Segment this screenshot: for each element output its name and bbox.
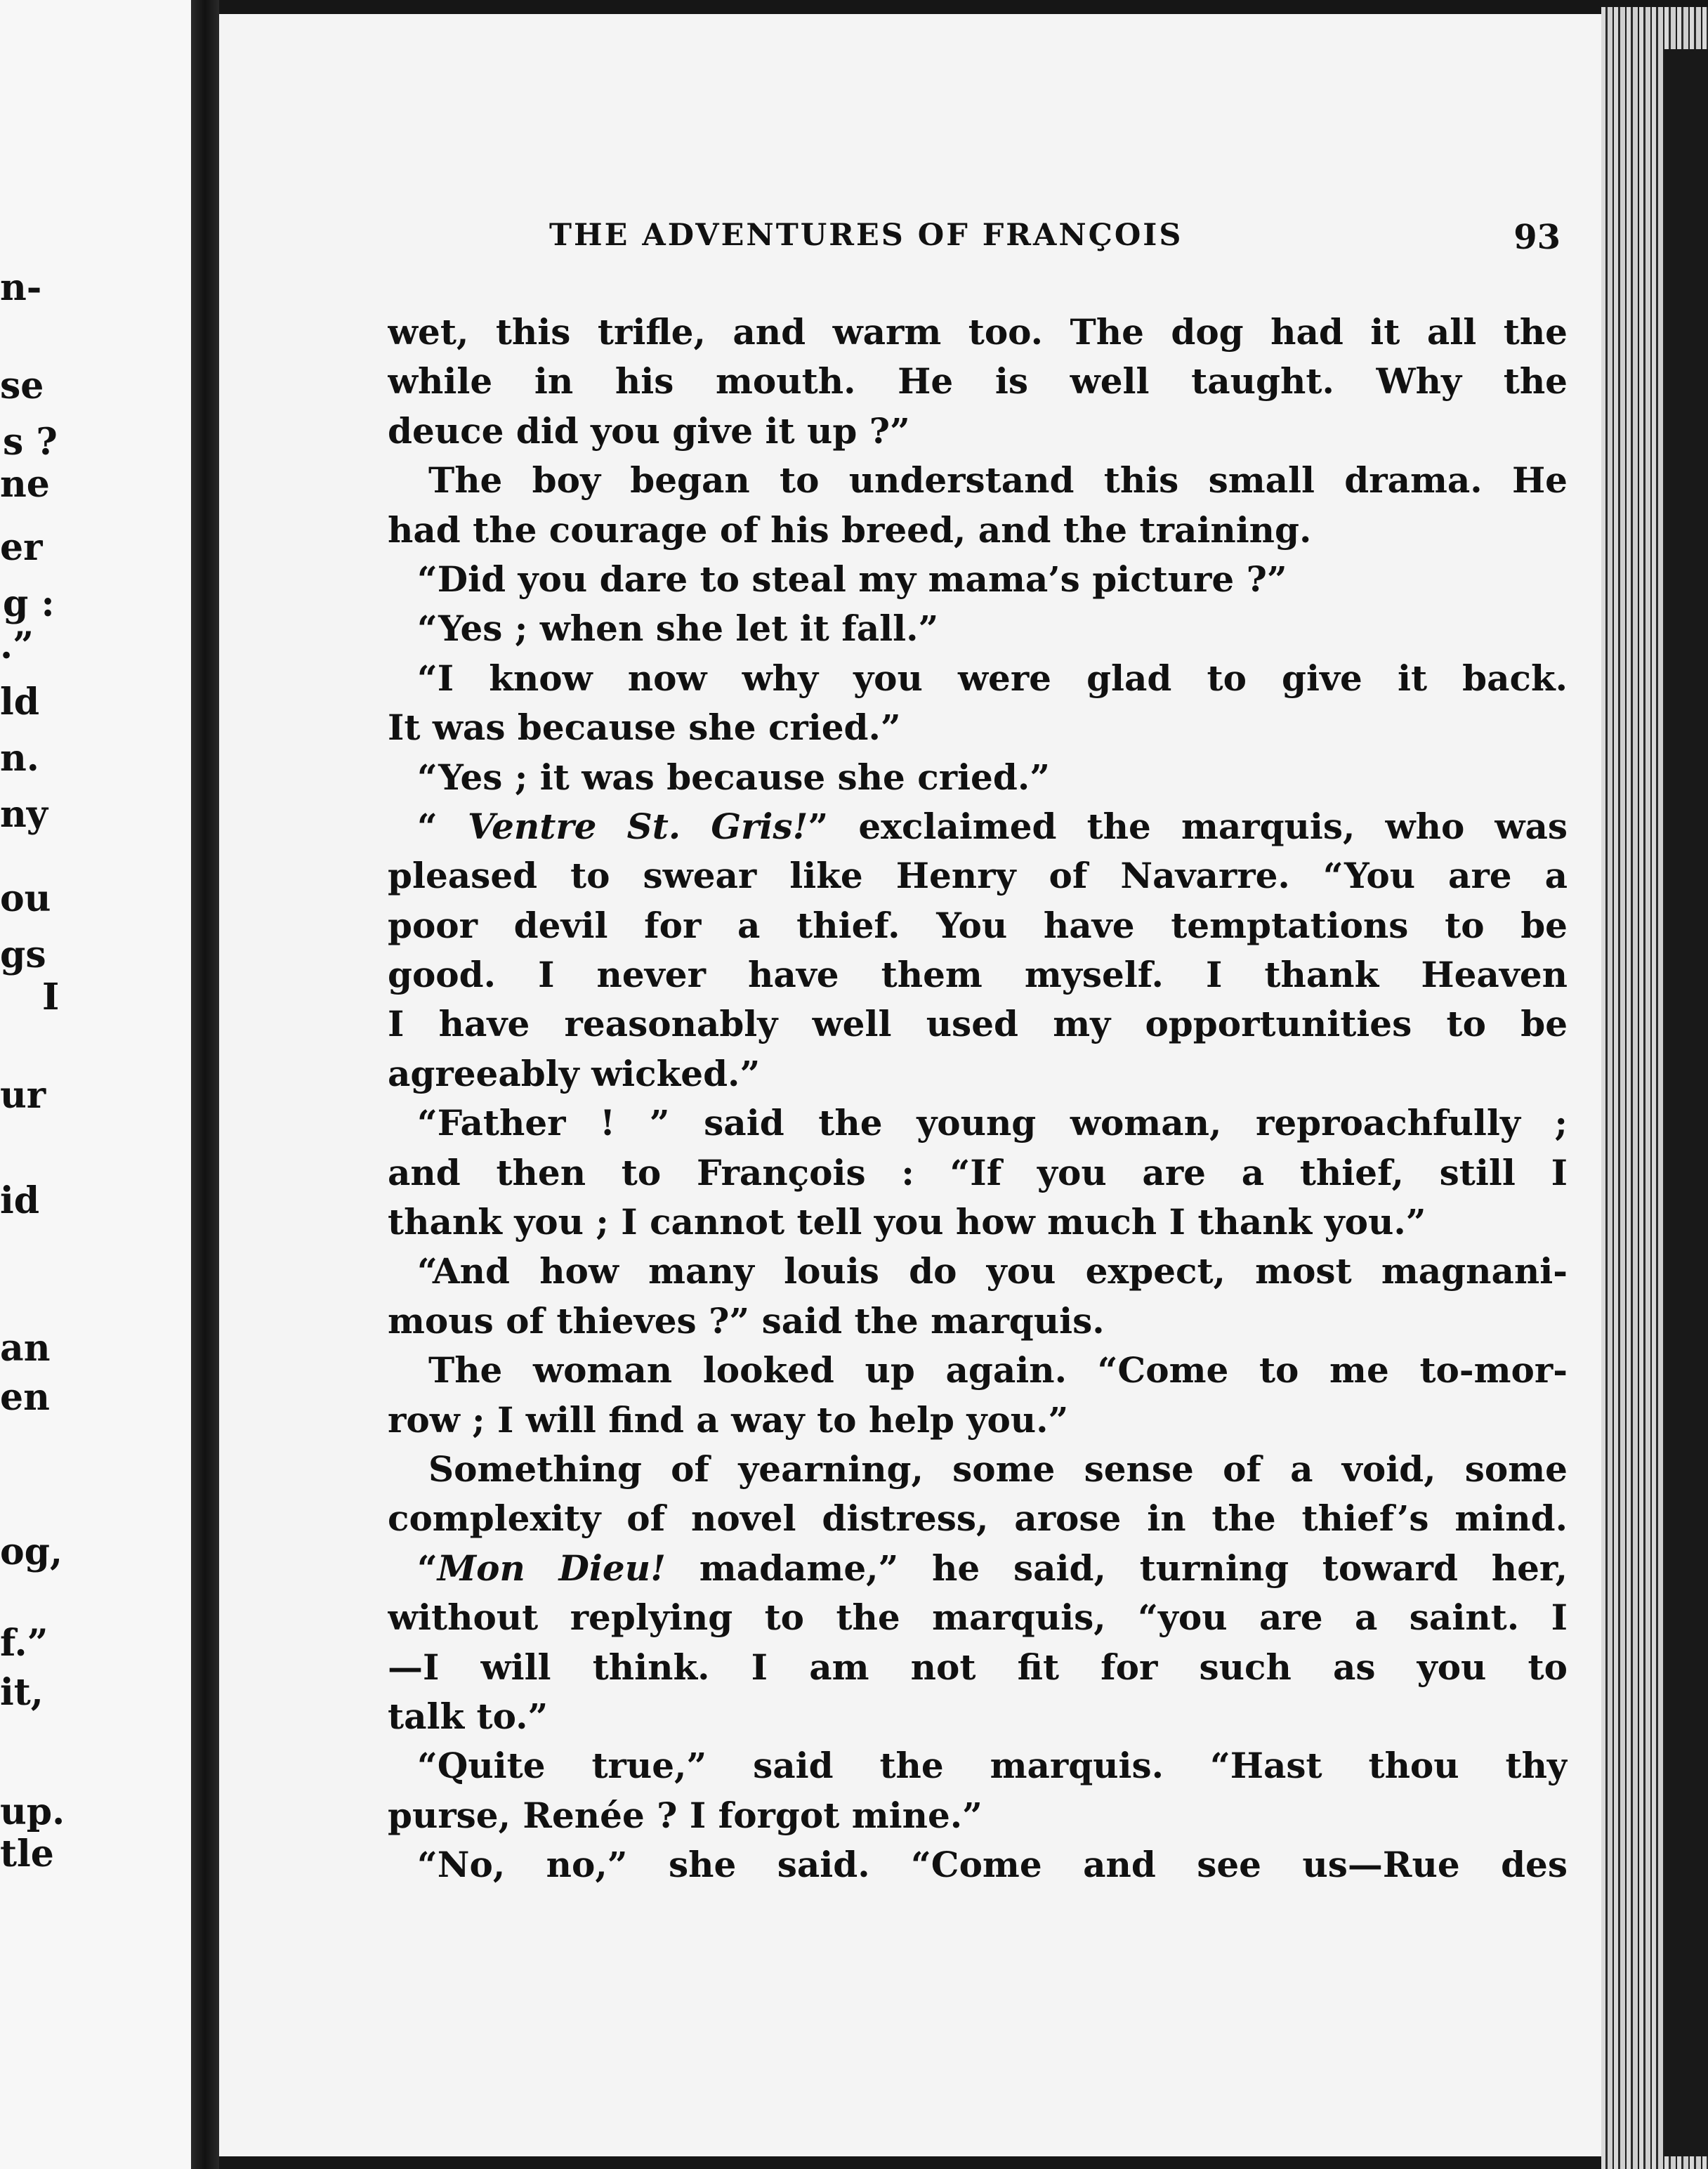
facing-page-text-fragment: up. [0,1790,65,1833]
facing-page-text-fragment: er [0,526,43,569]
text-line: The woman looked up again. “Come to me to-mor- [428,1349,1568,1391]
text-line: “Quite true,” said the marquis. “Hast thou thy [417,1745,1568,1787]
text-line: thank you ; I cannot tell you how much I thank you.” [388,1201,1426,1243]
facing-page-text-fragment: I [42,976,60,1018]
text-line: “I know now why you were glad to give it back. [417,657,1568,699]
body-text [388,308,1568,1890]
facing-page-text-fragment: ur [0,1074,46,1117]
facing-page-fragment [0,0,191,2169]
text-line: agreeably wicked.” [388,1052,761,1094]
facing-page-text-fragment: f.” [0,1622,48,1665]
facing-page-text-fragment: og, [0,1531,63,1573]
book-page [219,14,1601,2156]
text-line: complexity of novel distress, arose in the thief’s mind. [388,1498,1568,1540]
text-line: deuce did you give it up ?” [388,409,910,452]
facing-page-text-fragment: ny [0,793,48,836]
text-line [388,1544,1568,1593]
text-line: without replying to the marquis, “you are a saint. I [388,1597,1568,1639]
text-line-rest: ” exclaimed the marquis, who was [808,805,1568,847]
page-number: 93 [1513,218,1561,257]
italic-phrase: Mon Dieu! [437,1547,666,1589]
facing-page-text-fragment: en [0,1376,50,1419]
text-line: had the courage of his breed, and the training. [388,509,1312,551]
facing-page-text-fragment: ld [0,681,40,723]
facing-page-text-fragment: ou [0,877,51,920]
text-line: while in his mouth. He is well taught. Why the [388,360,1568,402]
facing-page-text-fragment: .” [0,624,34,667]
text-line: pleased to swear like Henry of Navarre. “You are a [388,855,1568,897]
text-line: Something of yearning, some sense of a void, some [428,1448,1568,1490]
page-edges [1601,7,1708,2169]
text-line: purse, Renée ? I forgot mine.” [388,1794,983,1836]
running-title: THE ADVENTURES OF FRANÇOIS [549,218,1183,253]
text-line: poor devil for a thief. You have temptations to be [388,904,1568,946]
text-line: talk to.” [388,1695,548,1737]
text-line: “Did you dare to steal my mama’s picture ?” [417,558,1287,600]
text-line: good. I never have them myself. I thank Heaven [388,954,1568,996]
text-line: “And how many louis do you expect, most magnani- [417,1250,1568,1292]
facing-page-text-fragment: id [0,1179,40,1222]
text-line: It was because she cried.” [388,707,901,749]
book-cover-edge [1664,49,1708,2156]
text-line: and then to François : “If you are a thief, still I [388,1151,1568,1193]
facing-page-text-fragment: it, [0,1671,44,1714]
text-line-prefix: “ [417,1547,438,1589]
facing-page-text-fragment: an [0,1327,51,1370]
text-line: “Yes ; when she let it fall.” [417,608,939,650]
facing-page-text-fragment: ne [0,463,50,506]
text-line: “Father ! ” said the young woman, reproachfully ; [417,1102,1568,1144]
page-header [388,218,1561,274]
text-line-prefix: “ [417,805,468,847]
book-gutter [191,0,219,2169]
text-line [388,802,1568,851]
text-line: “No, no,” she said. “Come and see us—Rue des [417,1844,1568,1886]
facing-page-text-fragment: s ? [3,421,58,464]
text-line: “Yes ; it was because she cried.” [417,756,1051,798]
text-line: wet, this trifle, and warm too. The dog had it all the [388,311,1568,353]
text-line-rest: madame,” he said, turning toward her, [666,1547,1568,1589]
text-line: —I will think. I am not fit for such as you to [388,1646,1568,1688]
text-line: I have reasonably well used my opportunities to be [388,1003,1568,1045]
text-line: row ; I will find a way to help you.” [388,1398,1069,1441]
facing-page-text-fragment: n- [0,266,42,309]
facing-page-text-fragment: g : [3,582,55,625]
facing-page-text-fragment: n. [0,737,39,780]
facing-page-text-fragment: tle [0,1833,54,1875]
italic-phrase: Ventre St. Gris! [467,805,808,847]
text-line: mous of thieves ?” said the marquis. [388,1299,1105,1342]
facing-page-text-fragment: se [0,365,44,407]
text-line: The boy began to understand this small drama. He [428,459,1568,502]
facing-page-text-fragment: gs [0,933,46,976]
